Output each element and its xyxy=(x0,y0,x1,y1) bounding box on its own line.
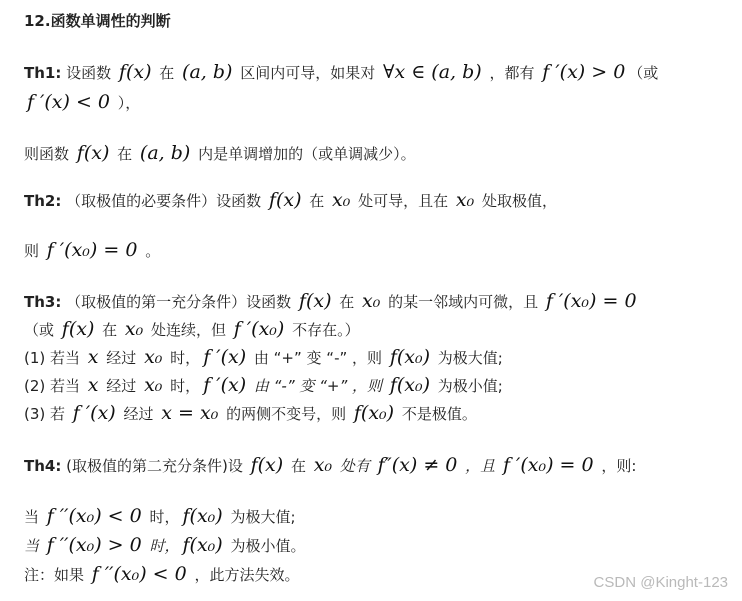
text: ，都有 xyxy=(484,64,540,82)
math: f(x) xyxy=(298,290,332,312)
math: f(x₀) xyxy=(182,534,223,556)
th3-line-2 xyxy=(24,316,360,343)
math: f ′(x) xyxy=(203,374,247,396)
text: 在 xyxy=(97,321,122,339)
text: （或 xyxy=(24,321,59,339)
math: f ′(x₀) = 0 xyxy=(502,454,594,476)
text: 经过 xyxy=(101,349,142,367)
math: f ′′(x₀) < 0 xyxy=(91,563,187,585)
th1-line xyxy=(24,59,658,86)
math: f ′(x) < 0 xyxy=(27,91,111,113)
text: 则 xyxy=(24,242,44,260)
th3-case-1 xyxy=(24,344,503,371)
math: f(x₀) xyxy=(182,505,223,527)
page-title: 12.函数单调性的判断 xyxy=(24,12,171,30)
text: 处有 xyxy=(335,457,375,475)
text: 在 xyxy=(154,64,180,82)
th1-label: Th1: xyxy=(24,64,62,82)
th4-label: Th4: xyxy=(24,457,62,475)
th3-case-2 xyxy=(24,372,503,399)
text: 经过 xyxy=(118,405,159,423)
math: f ′(x) > 0 xyxy=(542,61,626,83)
note-line xyxy=(24,561,300,588)
th4-line xyxy=(24,452,636,479)
math: x₀ xyxy=(313,454,333,476)
text: ）， xyxy=(113,94,141,112)
text: 时， xyxy=(144,537,180,555)
text: 不存在。） xyxy=(287,321,360,339)
math: f(x₀) xyxy=(389,374,431,396)
math: x = x₀ xyxy=(161,402,219,424)
text: (取极值的第二充分条件)设 xyxy=(61,457,248,475)
math: f ′′(x₀) > 0 xyxy=(46,534,142,556)
th4-case-2 xyxy=(24,532,306,559)
math: f ′′(x₀) < 0 xyxy=(46,505,142,527)
text: 为极小值; xyxy=(433,377,503,395)
text: （取极值的必要条件）设函数 xyxy=(61,192,266,210)
math: x₀ xyxy=(455,189,475,211)
th4-case-1 xyxy=(24,503,296,530)
text: ，且 xyxy=(460,457,500,475)
text: 在 xyxy=(304,192,330,210)
math: f ′(x₀) = 0 xyxy=(545,290,637,312)
math: x₀ xyxy=(362,290,381,312)
text: ，则: xyxy=(596,457,637,475)
math: f ′(x) xyxy=(72,402,116,424)
text: 区间内可导，如果对 xyxy=(235,64,380,82)
text: 当 xyxy=(24,508,44,526)
text: (2) 若当 xyxy=(24,377,85,395)
text: 为极大值; xyxy=(433,349,503,367)
math: x₀ xyxy=(144,374,163,396)
th2-line xyxy=(24,187,557,214)
text: 在 xyxy=(334,293,360,311)
math: x xyxy=(87,346,99,368)
text: 内是单调增加的（或单调减少）。 xyxy=(193,145,416,163)
th2-conclusion xyxy=(24,237,160,264)
text: 在 xyxy=(286,457,311,475)
text: 。 xyxy=(140,242,161,260)
text: 不是极值。 xyxy=(397,405,477,423)
math: f ′(x) xyxy=(203,346,247,368)
math: x₀ xyxy=(124,318,144,340)
text: 经过 xyxy=(101,377,142,395)
text: 时， xyxy=(165,377,201,395)
text: 的两侧不变号，则 xyxy=(221,405,351,423)
math: x xyxy=(87,374,99,396)
text: 为极小值。 xyxy=(225,537,306,555)
math: f(x) xyxy=(61,318,95,340)
math: f(x) xyxy=(250,454,284,476)
math: f ′(x₀) xyxy=(233,318,285,340)
math: f(x₀) xyxy=(353,402,395,424)
math: f(x) xyxy=(76,142,110,164)
text: 当 xyxy=(24,537,44,555)
math: f(x) xyxy=(118,61,152,83)
th1-line-2 xyxy=(24,89,140,116)
math: x₀ xyxy=(144,346,163,368)
text: 由 “+” 变 “-” ，则 xyxy=(249,349,387,367)
text: 设函数 xyxy=(61,64,116,82)
th3-label: Th3: xyxy=(24,293,62,311)
th1-conclusion xyxy=(24,140,416,167)
math: f(x₀) xyxy=(389,346,431,368)
text: 注：如果 xyxy=(24,566,89,584)
math: f(x) xyxy=(268,189,302,211)
text: （取极值的第一充分条件）设函数 xyxy=(61,293,296,311)
math: (a, b) xyxy=(139,142,191,164)
text: 处取极值， xyxy=(477,192,558,210)
th3-case-3 xyxy=(24,400,477,427)
math: (a, b) xyxy=(182,61,233,83)
th3-line xyxy=(24,288,640,315)
text: （或 xyxy=(628,64,659,82)
text: 由 “-” 变 “+” ，则 xyxy=(249,377,387,395)
text: 则函数 xyxy=(24,145,74,163)
text: 处连续，但 xyxy=(146,321,231,339)
text: ，此方法失效。 xyxy=(189,566,300,584)
th2-label: Th2: xyxy=(24,192,62,210)
math: f″(x) ≠ 0 xyxy=(377,454,458,476)
math: f ′(x₀) = 0 xyxy=(46,239,138,261)
text: 时， xyxy=(144,508,180,526)
math: ∀x ∈ (a, b) xyxy=(382,61,482,83)
watermark: CSDN @Kinght-123 xyxy=(593,574,728,591)
text: 为极大值; xyxy=(225,508,296,526)
text: (1) 若当 xyxy=(24,349,85,367)
text: 的某一邻域内可微，且 xyxy=(383,293,543,311)
text: (3) 若 xyxy=(24,405,70,423)
math: x₀ xyxy=(332,189,351,211)
text: 时， xyxy=(165,349,201,367)
text: 在 xyxy=(112,145,137,163)
text: 处可导，且在 xyxy=(353,192,453,210)
